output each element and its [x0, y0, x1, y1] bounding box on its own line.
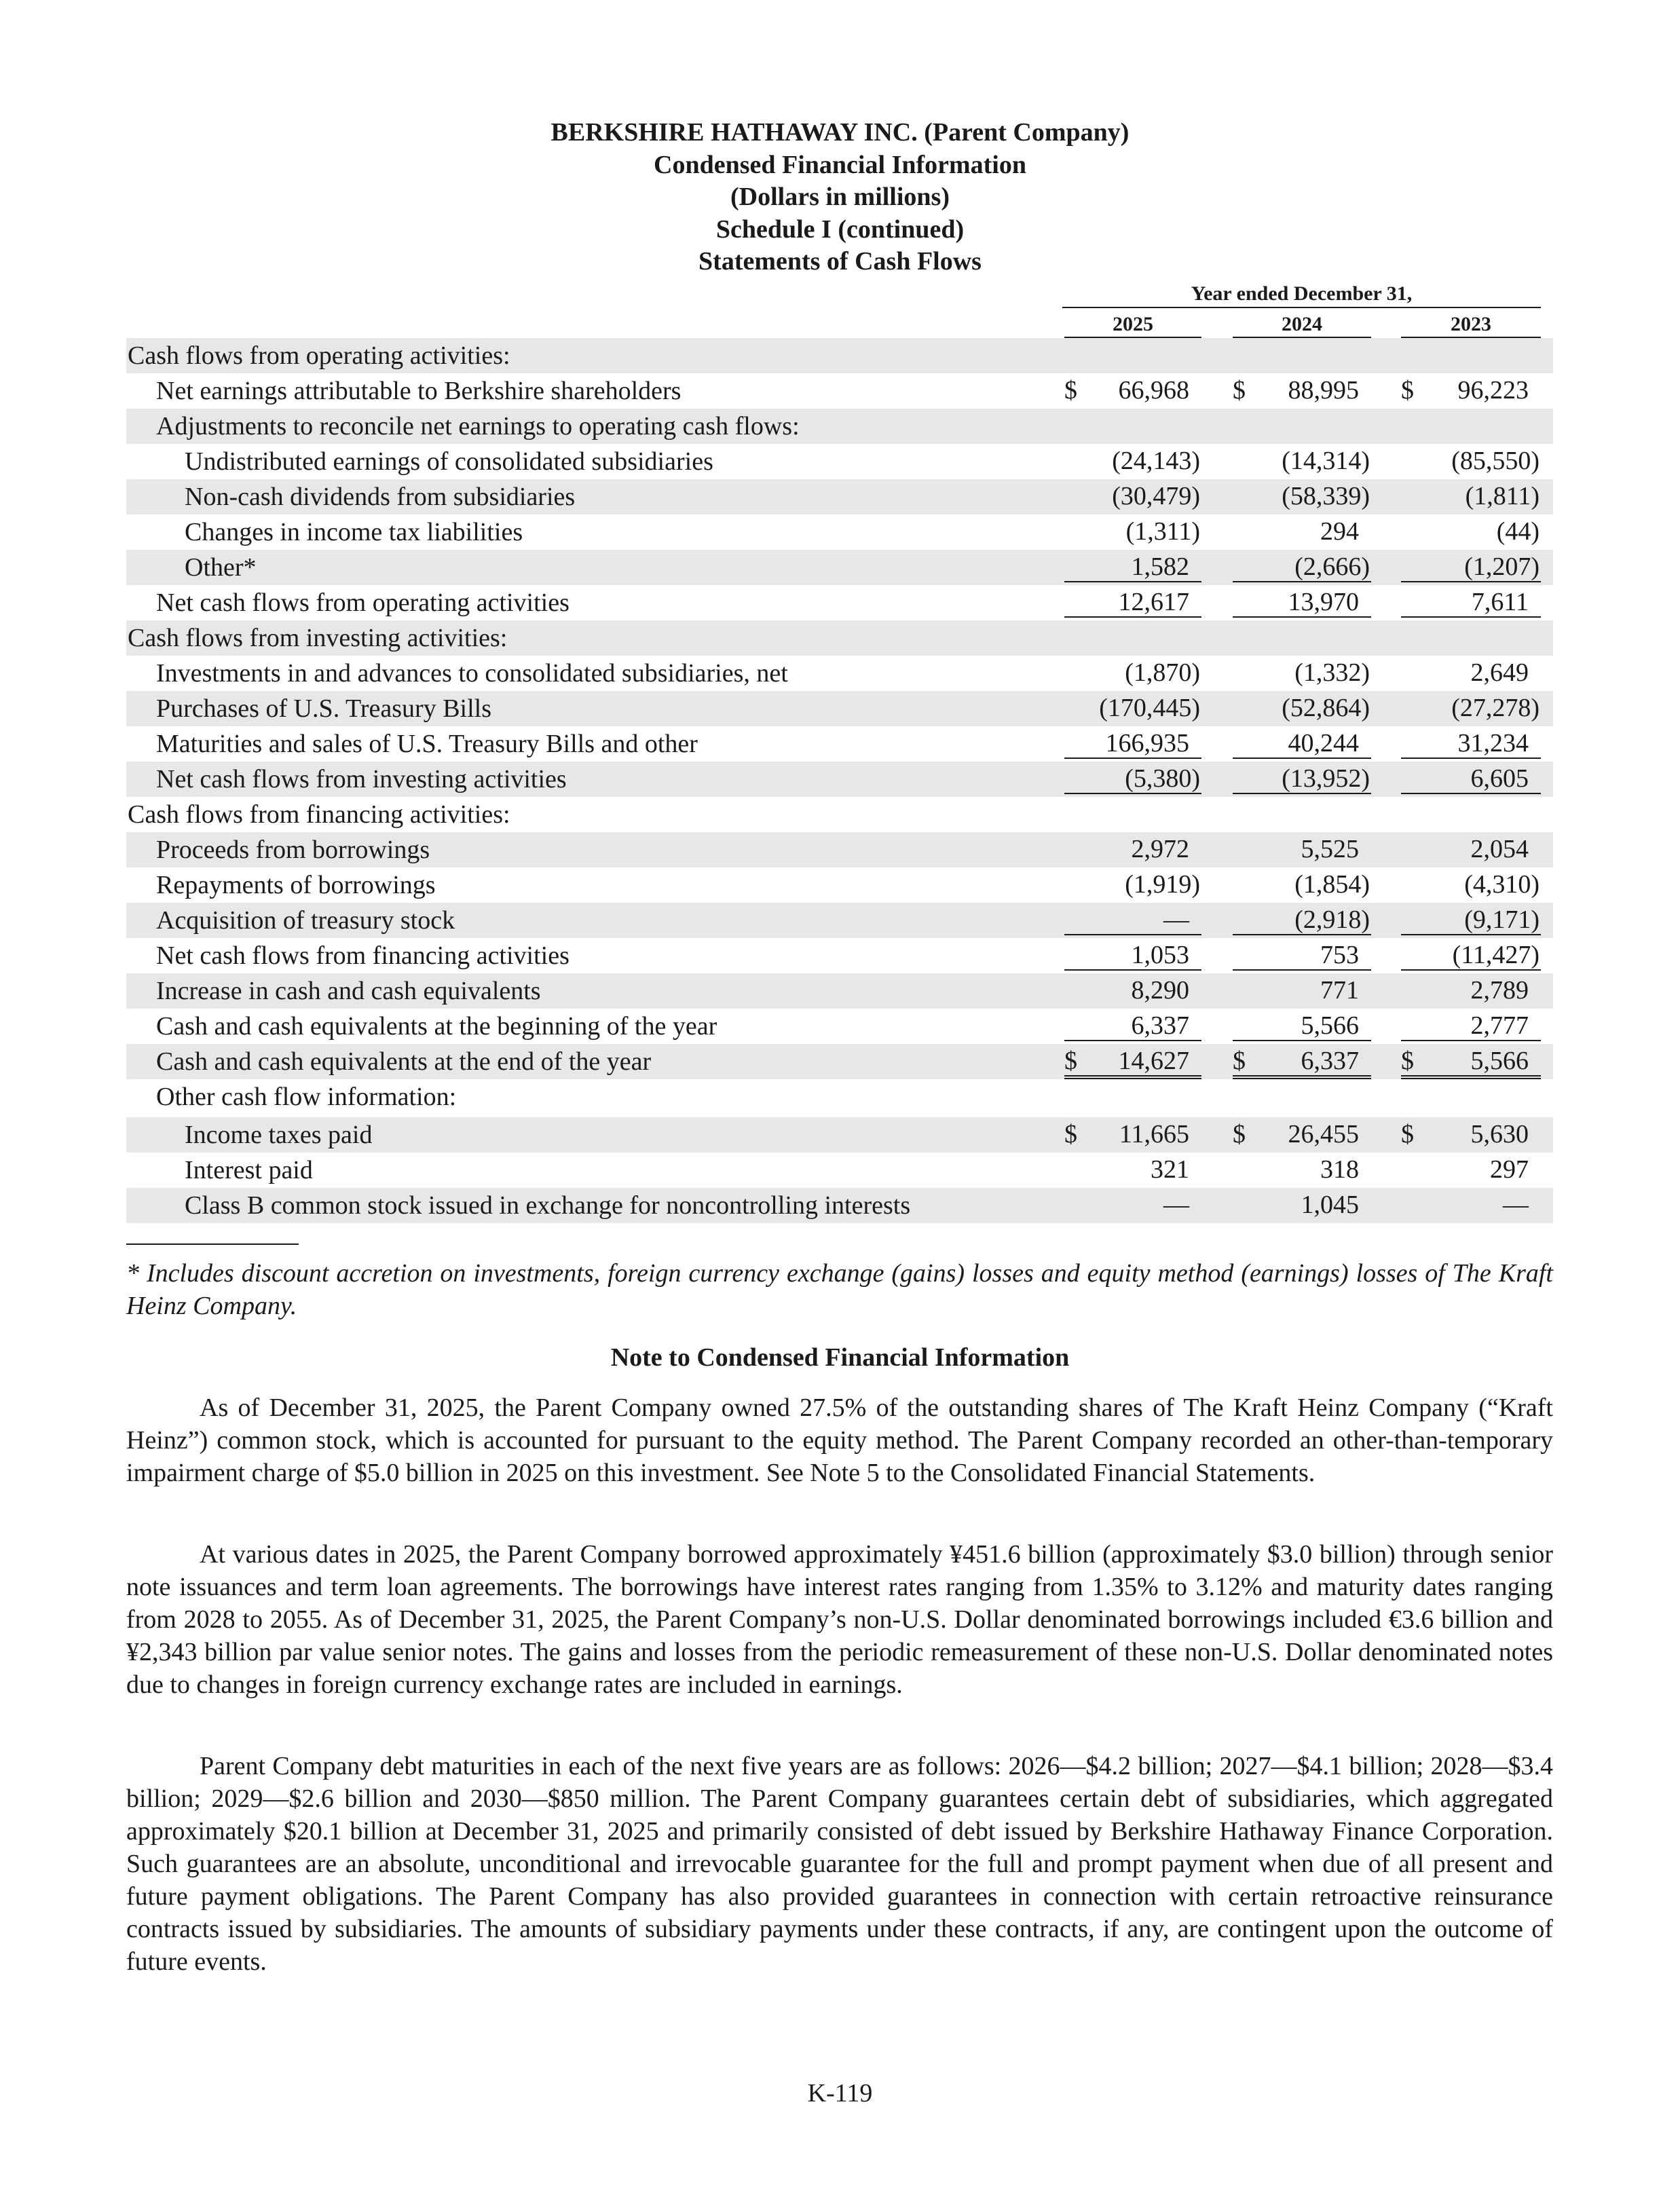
row-label: Income taxes paid [185, 1121, 373, 1149]
table-row [126, 620, 1553, 656]
table-row [126, 726, 1553, 762]
row-label: Net cash flows from investing activities [156, 765, 567, 793]
cell-value: (24,143) [1112, 447, 1200, 475]
cell-2025 [1064, 835, 1201, 863]
cell-value: (170,445) [1099, 694, 1200, 722]
cell-2023 [1401, 729, 1541, 759]
table-row [126, 938, 1553, 973]
cell-value: (44) [1496, 517, 1539, 546]
footnote: * Includes discount accretion on investments, foreign currency exchange (gains) losses and equity method (earnings) losses of The Kraft Heinz Company. [126, 1259, 1553, 1320]
table-row [126, 832, 1553, 867]
cell-value: — [1163, 1191, 1189, 1219]
cell-value: — [1163, 905, 1189, 934]
cell-2023 [1401, 941, 1541, 971]
row-label: Undistributed earnings of consolidated subsidiaries [185, 447, 713, 476]
cell-2025 [1064, 482, 1201, 510]
cell-2025 [1064, 976, 1201, 1005]
table-row [126, 1117, 1553, 1153]
cell-value: 5,566 [1470, 1047, 1529, 1075]
table-row [126, 409, 1553, 444]
cell-value: 7,611 [1471, 588, 1529, 616]
cell-2024 [1233, 764, 1371, 794]
row-label: Maturities and sales of U.S. Treasury Bills and other [156, 730, 698, 758]
cell-value: 8,290 [1131, 976, 1189, 1005]
cell-2025 [1064, 447, 1201, 475]
row-label: Changes in income tax liabilities [185, 518, 523, 546]
cell-value: (30,479) [1112, 482, 1200, 510]
cell-2024 [1233, 835, 1371, 863]
dollar-sign: $ [1401, 376, 1414, 405]
cell-2024 [1233, 1011, 1371, 1041]
row-label: Increase in cash and cash equivalents [156, 977, 541, 1005]
column-year-2025: 2025 [1064, 312, 1201, 338]
table-row [126, 373, 1553, 409]
cell-2024 [1233, 553, 1371, 582]
cell-value: 6,605 [1470, 764, 1529, 793]
table-row [126, 1188, 1553, 1223]
cell-2024 [1233, 1191, 1371, 1219]
table-row [126, 903, 1553, 938]
cell-2025 [1064, 941, 1201, 971]
row-label: Other* [185, 553, 257, 582]
cell-2025 [1064, 764, 1201, 794]
cell-2023 [1401, 658, 1541, 687]
table-row [126, 1079, 1553, 1117]
cell-2024 [1233, 588, 1371, 618]
cell-2023 [1401, 1047, 1541, 1079]
cell-2025 [1064, 623, 1201, 652]
table-row [126, 656, 1553, 691]
cell-2023 [1401, 764, 1541, 794]
page-number: K-119 [807, 2079, 873, 2108]
cell-value: 5,566 [1301, 1011, 1359, 1040]
table-row [126, 1044, 1553, 1079]
cell-value: (11,427) [1452, 941, 1539, 969]
note-paragraph: At various dates in 2025, the Parent Company borrowed approximately ¥451.6 billion (approximately $3.0 billion) through senior note issuances and term loan agreements. The borrowings have interest rates ranging from 1.35% to 3.12% and maturity dates ranging from 2028 to 2055. As of December 31, 2025, the Parent Company’s non-U.S. Dollar denominated borrowings included €3.6 billion and ¥2,343 billion par value senior notes. The gains and losses from the periodic remeasurement of these non-U.S. Dollar denominated notes due to changes in foreign currency exchange rates are included in earnings. [126, 1540, 1553, 1699]
note-paragraph: As of December 31, 2025, the Parent Company owned 27.5% of the outstanding shares of The Kraft Heinz Company (“Kraft Heinz”) common stock, which is accounted for pursuant to the equity method. The Parent Company recorded an other-than-temporary impairment charge of $5.0 billion in 2025 on this investment. See Note 5 to the Consolidated Financial Statements. [126, 1393, 1553, 1487]
column-year-2023: 2023 [1401, 312, 1541, 338]
note-paragraph: Parent Company debt maturities in each of the next five years are as follows: 2026—$4.2 billion; 2027—$4.1 billion; 2028—$3.4 billion; 2029—$2.6 billion and 2030—$850 million. The Parent Company guarantees certain debt of subsidiaries, which aggregated approximately $20.1 billion at December 31, 2025 and primarily consisted of debt issued by Berkshire Hathaway Finance Corporation. Such guarantees are an absolute, unconditional and irrevocable guarantee for the full and prompt payment when due of all present and future payment obligations. The Parent Company has also provided guarantees in connection with certain retroactive reinsurance contracts issued by subsidiaries. The amounts of subsidiary payments under these contracts, if any, are contingent upon the outcome of future events. [126, 1752, 1553, 1976]
cell-2023 [1401, 517, 1541, 546]
cell-2023 [1401, 341, 1541, 369]
cell-2025 [1064, 1191, 1201, 1219]
cell-value: 88,995 [1288, 376, 1359, 405]
cell-value: (4,310) [1464, 870, 1539, 899]
cell-2023 [1401, 1191, 1541, 1219]
cell-2024 [1233, 1082, 1371, 1110]
note-title: Note to Condensed Financial Information [610, 1343, 1070, 1372]
table-row [126, 1009, 1553, 1044]
cell-value: 321 [1151, 1155, 1189, 1184]
cell-value: 31,234 [1457, 729, 1529, 757]
table-row [126, 550, 1553, 585]
report-title: Condensed Financial Information [654, 150, 1026, 179]
cell-2025 [1064, 341, 1201, 369]
cell-2023 [1401, 1120, 1541, 1148]
row-label: Cash flows from investing activities: [128, 624, 508, 652]
dollar-sign: $ [1233, 1120, 1246, 1148]
cell-value: (1,332) [1294, 658, 1370, 687]
table-row [126, 973, 1553, 1009]
dollar-sign: $ [1401, 1047, 1414, 1075]
cell-2025 [1064, 517, 1201, 546]
dollar-sign: $ [1064, 1120, 1077, 1148]
dollar-sign: $ [1064, 376, 1077, 405]
cell-value: (1,311) [1125, 517, 1200, 546]
cell-2023 [1401, 694, 1541, 722]
table-row [126, 479, 1553, 514]
dollar-sign: $ [1401, 1120, 1414, 1148]
cell-2023 [1401, 905, 1541, 935]
cell-value: 5,525 [1301, 835, 1359, 863]
cell-2024 [1233, 376, 1371, 405]
cell-2023 [1401, 800, 1541, 828]
cell-2025 [1064, 905, 1201, 935]
dollar-sign: $ [1233, 1047, 1246, 1075]
cell-2025 [1064, 553, 1201, 582]
cell-2023 [1401, 588, 1541, 618]
cell-2023 [1401, 1082, 1541, 1110]
row-label: Other cash flow information: [156, 1083, 457, 1111]
cell-2024 [1233, 729, 1371, 759]
cash-flow-table [126, 338, 1553, 1223]
cell-value: (1,207) [1464, 553, 1539, 581]
cell-2025 [1064, 694, 1201, 722]
cell-2025 [1064, 411, 1201, 440]
cell-value: (9,171) [1464, 905, 1539, 934]
cell-value: (13,952) [1282, 764, 1370, 793]
cell-value: (5,380) [1125, 764, 1200, 793]
row-label: Cash and cash equivalents at the beginning of the year [156, 1012, 717, 1041]
cell-2023 [1401, 447, 1541, 475]
cell-2025 [1064, 1082, 1201, 1110]
cell-2023 [1401, 411, 1541, 440]
row-label: Cash and cash equivalents at the end of the year [156, 1047, 652, 1076]
cell-value: 12,617 [1118, 588, 1189, 616]
cell-value: (1,854) [1294, 870, 1370, 899]
row-label: Repayments of borrowings [156, 871, 436, 899]
cell-2024 [1233, 623, 1371, 652]
cell-2023 [1401, 1011, 1541, 1041]
row-label: Acquisition of treasury stock [156, 906, 455, 935]
table-row [126, 797, 1553, 832]
cell-value: 771 [1320, 976, 1359, 1005]
cell-2024 [1233, 1120, 1371, 1148]
cell-2023 [1401, 1155, 1541, 1184]
cell-2024 [1233, 447, 1371, 475]
statement-header [0, 117, 1680, 278]
cell-2025 [1064, 800, 1201, 828]
cell-value: 13,970 [1288, 588, 1359, 616]
cell-2025 [1064, 1120, 1201, 1148]
cell-2023 [1401, 976, 1541, 1005]
cell-2025 [1064, 870, 1201, 899]
cell-value: 5,630 [1470, 1120, 1529, 1148]
cell-2023 [1401, 553, 1541, 582]
row-label: Interest paid [185, 1156, 313, 1184]
cell-2023 [1401, 376, 1541, 405]
cell-2024 [1233, 870, 1371, 899]
cell-2024 [1233, 1047, 1371, 1079]
cell-2025 [1064, 729, 1201, 759]
cell-value: (52,864) [1282, 694, 1370, 722]
cell-value: — [1503, 1191, 1529, 1219]
column-year-2024: 2024 [1233, 312, 1371, 338]
cell-2024 [1233, 1155, 1371, 1184]
dollar-sign: $ [1064, 1047, 1077, 1075]
cell-2025 [1064, 1155, 1201, 1184]
dollar-sign: $ [1233, 376, 1246, 405]
row-label: Adjustments to reconcile net earnings to operating cash flows: [156, 412, 800, 441]
cell-2023 [1401, 623, 1541, 652]
cell-2024 [1233, 482, 1371, 510]
cell-value: 2,789 [1470, 976, 1529, 1005]
cell-2024 [1233, 941, 1371, 971]
cell-value: (58,339) [1282, 482, 1370, 510]
cell-value: 318 [1320, 1155, 1359, 1184]
row-label: Net cash flows from operating activities [156, 588, 570, 617]
cell-value: 1,045 [1301, 1191, 1359, 1219]
cell-value: (85,550) [1451, 447, 1539, 475]
cell-value: (14,314) [1282, 447, 1370, 475]
cell-value: 753 [1320, 941, 1359, 969]
table-row [126, 585, 1553, 620]
cell-value: 1,582 [1131, 553, 1189, 581]
cell-2025 [1064, 658, 1201, 687]
cell-value: (1,919) [1125, 870, 1200, 899]
table-row [126, 514, 1553, 550]
cell-2024 [1233, 905, 1371, 935]
row-label: Cash flows from operating activities: [128, 341, 510, 370]
cell-value: 2,649 [1470, 658, 1529, 687]
cell-value: 294 [1320, 517, 1359, 546]
cell-value: 11,665 [1119, 1120, 1189, 1148]
cell-2025 [1064, 376, 1201, 405]
units-note: (Dollars in millions) [730, 183, 950, 211]
cell-value: 2,777 [1470, 1011, 1529, 1040]
cell-2025 [1064, 1011, 1201, 1041]
cell-value: (2,666) [1294, 553, 1370, 581]
cell-2023 [1401, 482, 1541, 510]
cell-2024 [1233, 517, 1371, 546]
row-label: Net cash flows from financing activities [156, 941, 570, 970]
cell-value: 96,223 [1457, 376, 1529, 405]
cell-value: 166,935 [1105, 729, 1189, 757]
row-label: Cash flows from financing activities: [128, 800, 510, 829]
cell-2024 [1233, 341, 1371, 369]
cell-value: 1,053 [1131, 941, 1189, 969]
cell-2024 [1233, 800, 1371, 828]
table-row [126, 691, 1553, 726]
row-label: Class B common stock issued in exchange for noncontrolling interests [185, 1191, 911, 1220]
column-group-title: Year ended December 31, [1062, 281, 1541, 308]
cell-value: (27,278) [1451, 694, 1539, 722]
cell-2023 [1401, 870, 1541, 899]
cell-2025 [1064, 588, 1201, 618]
row-label: Net earnings attributable to Berkshire shareholders [156, 377, 682, 405]
cell-2024 [1233, 658, 1371, 687]
cell-2024 [1233, 411, 1371, 440]
cell-value: 66,968 [1118, 376, 1189, 405]
cell-value: (1,811) [1465, 482, 1539, 510]
row-label: Investments in and advances to consolidated subsidiaries, net [156, 659, 788, 688]
company-title: BERKSHIRE HATHAWAY INC. (Parent Company) [550, 118, 1130, 147]
cell-2024 [1233, 694, 1371, 722]
cell-value: 14,627 [1118, 1047, 1189, 1075]
table-row [126, 338, 1553, 373]
row-label: Non-cash dividends from subsidiaries [185, 483, 576, 511]
cell-value: 40,244 [1288, 729, 1359, 757]
schedule-title: Schedule I (continued) [715, 214, 965, 244]
table-row [126, 1153, 1553, 1188]
statement-title: Statements of Cash Flows [698, 247, 982, 276]
cell-value: 2,054 [1470, 835, 1529, 863]
cell-2025 [1064, 1047, 1201, 1079]
cell-value: (1,870) [1125, 658, 1200, 687]
cell-value: (2,918) [1294, 905, 1370, 934]
cell-2024 [1233, 976, 1371, 1005]
table-row [126, 444, 1553, 479]
cell-value: 26,455 [1288, 1120, 1359, 1148]
cell-value: 6,337 [1131, 1011, 1189, 1040]
footnote-divider [126, 1243, 299, 1245]
cell-2023 [1401, 835, 1541, 863]
row-label: Purchases of U.S. Treasury Bills [156, 694, 492, 723]
cell-value: 6,337 [1301, 1047, 1359, 1075]
cell-value: 2,972 [1131, 835, 1189, 863]
table-row [126, 762, 1553, 797]
row-label: Proceeds from borrowings [156, 836, 430, 864]
cell-value: 297 [1490, 1155, 1529, 1184]
table-row [126, 867, 1553, 903]
